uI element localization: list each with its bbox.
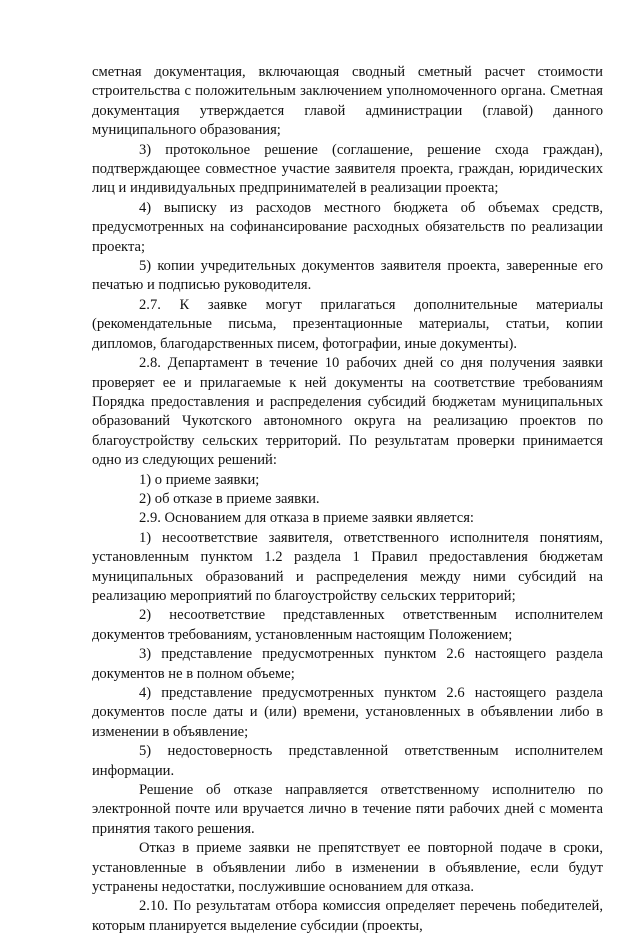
paragraph-item-3-protocol: 3) протокольное решение (соглашение, решение схода граждан), подтверждающее совместное участие заявителя проекта, граждан, юридических лиц и индивидуальных предпринимателей в реализации проекта; <box>92 141 603 197</box>
paragraph-2-9: 2.9. Основанием для отказа в приеме заявки является: <box>139 510 474 527</box>
paragraph-decision-reject: 2) об отказе в приеме заявки. <box>139 490 320 507</box>
paragraph-reason-1: 1) несоответствие заявителя, ответственного исполнителя понятиям, установленным пунктом 1.2 раздела 1 Правил предоставления бюджетам муниципальных образований и распределения между ними субсидий на реализацию мероприятий по благоустройству сельских территорий; <box>92 529 603 604</box>
paragraph-2-7: 2.7. К заявке могут прилагаться дополнительные материалы (рекомендательные письма, презентационные материалы, статьи, копии дипломов, благодарственных писем, фотографии, иные документы). <box>92 296 603 352</box>
paragraph-refusal-notice: Решение об отказе направляется ответственному исполнителю по электронной почте или вручается лично в течение пяти рабочих дней с момента принятия такого решения. <box>92 782 603 837</box>
paragraph-reason-3: 3) представление предусмотренных пунктом 2.6 настоящего раздела документов не в полном объеме; <box>92 646 603 682</box>
paragraph-reason-2: 2) несоответствие представленных ответственным исполнителем документов требованиям, установленным настоящим Положением; <box>92 607 603 643</box>
paragraph-item-4-budget-extract: 4) выписку из расходов местного бюджета об объемах средств, предусмотренных на софинансирование расходных обязательств по реализации проекта; <box>92 199 603 255</box>
paragraph-reason-5: 5) недостоверность представленной ответственным исполнителем информации. <box>92 743 603 779</box>
paragraph-decision-accept: 1) о приеме заявки; <box>139 471 260 488</box>
document-page <box>92 63 603 936</box>
paragraph-estimate-docs: сметная документация, включающая сводный сметный расчет стоимости строительства с положительным заключением уполномоченного органа. Сметная документация утверждается главой администрации (главой) данного муниципального образования; <box>92 64 603 139</box>
paragraph-item-5-charter-copies: 5) копии учредительных документов заявителя проекта, заверенные его печатью и подписью руководителя. <box>92 258 603 294</box>
paragraph-2-8: 2.8. Департамент в течение 10 рабочих дней со дня получения заявки проверяет ее и прилагаемые к ней документы на соответствие требованиям Порядка предоставления и распределения субсидий бюджетам муниципальных образований Чукотского автономного округа на реализацию проектов по благоустройству сельских территорий. По результатам проверки принимается одно из следующих решений: <box>92 355 603 469</box>
paragraph-reason-4: 4) представление предусмотренных пунктом 2.6 настоящего раздела документов после даты и (или) времени, установленных в объявлении либо в изменении в объявление; <box>92 685 603 740</box>
paragraph-2-10: 2.10. По результатам отбора комиссия определяет перечень победителей, которым планируется выделение субсидии (проекты, <box>92 898 603 934</box>
paragraph-resubmission: Отказ в приеме заявки не препятствует ее повторной подаче в сроки, установленные в объявлении либо в изменении в объявление, если будут устранены недостатки, послужившие основанием для отказа. <box>92 840 603 896</box>
